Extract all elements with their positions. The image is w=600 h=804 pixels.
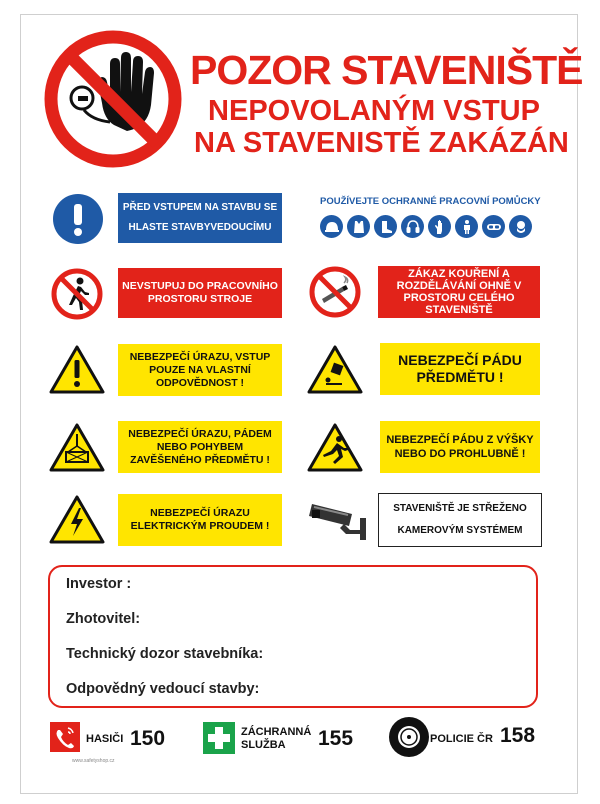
mandatory-info-icon (52, 193, 104, 245)
no-machine-area-sign: NEVSTUPUJ DO PRACOVNÍHO PROSTORU STROJE (118, 268, 282, 318)
electric-icon (48, 494, 106, 546)
fire-label: HASIČI (86, 733, 124, 745)
ppe-title: POUŽÍVEJTE OCHRANNÉ PRACOVNÍ POMŮCKY (320, 196, 541, 207)
site-manager-field: Odpovědný vedoucí stavby: (66, 681, 260, 697)
police-label: POLICIE ČR (430, 733, 493, 745)
ppe-icons (320, 215, 532, 238)
report-to-manager-sign: PŘED VSTUPEM NA STAVBU SE HLASTE STAVBYVEDOUCÍMU (118, 193, 282, 243)
ambulance-number: 155 (318, 727, 354, 750)
project-info-panel (48, 565, 538, 708)
contractor-field: Zhotovitel: (66, 611, 141, 627)
electric-shock-sign: NEBEZPEČÍ ÚRAZU ELEKTRICKÝM PROUDEM ! (118, 494, 282, 546)
ambulance-label-1: ZÁCHRANNÁ (241, 726, 312, 738)
no-smoking-sign: ZÁKAZ KOUŘENÍ A ROZDĚLÁVÁNÍ OHNĚ V PROSTORU CELÉHO STAVENIŠTĚ (378, 266, 540, 318)
suspended-load-sign: NEBEZPEČÍ ÚRAZU, PÁDEM NEBO POHYBEM ZAVĚŠENÉHO PŘEDMĚTU ! (118, 421, 282, 473)
dust-mask-icon (509, 215, 532, 238)
ambulance-label-2: SLUŽBA (241, 739, 286, 751)
vest-icon (347, 215, 370, 238)
police-emblem-icon (388, 716, 430, 758)
slip-fall-icon (306, 422, 364, 474)
cctv-sign-line-1: STAVENIŠTĚ JE STŘEŽENO (393, 503, 527, 514)
helmet-icon (320, 215, 343, 238)
footer-brand: www.safetyshop.cz (72, 758, 115, 764)
fire-phone-icon (50, 722, 80, 752)
injury-risk-sign: NEBEZPEČÍ ÚRAZU, VSTUP POUZE NA VLASTNÍ ODPOVĚDNOST ! (118, 344, 282, 396)
cctv-sign-line-2: KAMEROVÝM SYSTÉMEM (397, 525, 523, 536)
suspended-load-icon (48, 422, 106, 474)
cctv-sign (378, 493, 542, 547)
fall-from-height-sign: NEBEZPEČÍ PÁDU Z VÝŠKY NEBO DO PROHLUBNĚ ! (380, 421, 540, 473)
gloves-icon (428, 215, 451, 238)
cctv-icon (308, 496, 370, 542)
page-title: POZOR STAVENIŠTĚ (190, 47, 583, 93)
harness-icon (455, 215, 478, 238)
falling-object-icon (306, 344, 364, 396)
police-number: 158 (500, 724, 536, 747)
subtitle-line-1: NEPOVOLANÝM VSTUP (208, 95, 540, 127)
boots-icon (374, 215, 397, 238)
first-aid-cross-icon (203, 722, 235, 754)
falling-objects-sign: NEBEZPEČÍ PÁDU PŘEDMĚTU ! (380, 343, 540, 395)
fire-number: 150 (130, 727, 166, 750)
goggles-icon (482, 215, 505, 238)
subtitle-line-2: NA STAVENISTĚ ZAKÁZÁN (194, 127, 569, 159)
supervision-field: Technický dozor stavebníka: (66, 646, 264, 662)
warning-icon (48, 344, 106, 396)
investor-field: Investor : (66, 576, 132, 592)
no-entry-hand-icon (44, 30, 182, 168)
no-pedestrian-icon (50, 267, 104, 321)
ear-protection-icon (401, 215, 424, 238)
no-smoking-icon (308, 265, 362, 319)
